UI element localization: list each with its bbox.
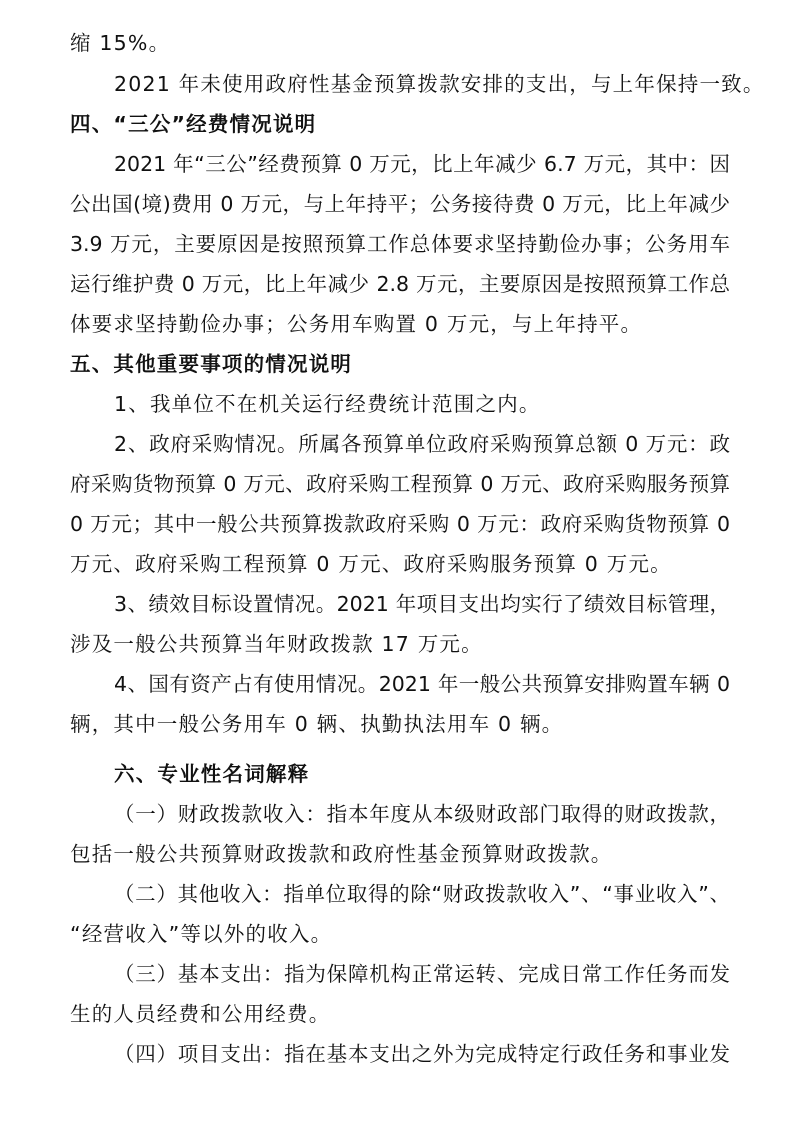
text-line: 辆，其中一般公务用车 0 辆、执勤执法用车 0 辆。 xyxy=(70,712,564,736)
text-line: 4、国有资产占有使用情况。2021 年一般公共预算安排购置车辆 0 xyxy=(114,672,730,696)
text-line: “经营收入”等以外的收入。 xyxy=(70,922,333,946)
section-heading-6: 六、专业性名词解释 xyxy=(114,762,310,786)
text-line: 府采购货物预算 0 万元、政府采购工程预算 0 万元、政府采购服务预算 xyxy=(70,472,730,496)
text-line: 包括一般公共预算财政拨款和政府性基金预算财政拨款。 xyxy=(70,842,613,866)
text-line: 体要求坚持勤俭办事；公务用车购置 0 万元，与上年持平。 xyxy=(70,312,643,336)
text-line: 万元、政府采购工程预算 0 万元、政府采购服务预算 0 万元。 xyxy=(70,552,672,576)
text-line: 2021 年未使用政府性基金预算拨款安排的支出，与上年保持一致。 xyxy=(114,72,765,96)
text-line: 公出国(境)费用 0 万元，与上年持平；公务接待费 0 万元，比上年减少 xyxy=(70,192,730,216)
text-line: 2021 年“三公”经费预算 0 万元，比上年减少 6.7 万元，其中：因 xyxy=(114,152,730,176)
text-line: 缩 15%。 xyxy=(70,31,171,55)
text-line: （三）基本支出：指为保障机构正常运转、完成日常工作任务而发 xyxy=(114,962,730,986)
text-line: 运行维护费 0 万元，比上年减少 2.8 万元，主要原因是按照预算工作总 xyxy=(70,272,730,296)
text-line: 0 万元；其中一般公共预算拨款政府采购 0 万元：政府采购货物预算 0 xyxy=(70,512,730,536)
text-line: （二）其他收入：指单位取得的除“财政拨款收入”、“事业收入”、 xyxy=(114,882,730,906)
text-line: 生的人员经费和公用经费。 xyxy=(70,1002,331,1026)
text-line: 2、政府采购情况。所属各预算单位政府采购预算总额 0 万元：政 xyxy=(114,432,730,456)
section-heading-4: 四、“三公”经费情况说明 xyxy=(70,112,317,136)
text-line: 3.9 万元，主要原因是按照预算工作总体要求坚持勤俭办事；公务用车 xyxy=(70,232,730,256)
section-heading-5: 五、其他重要事项的情况说明 xyxy=(70,352,353,376)
text-line: 1、我单位不在机关运行经费统计范围之内。 xyxy=(114,392,541,416)
text-line: 3、绩效目标设置情况。2021 年项目支出均实行了绩效目标管理， xyxy=(114,592,730,616)
text-line: 涉及一般公共预算当年财政拨款 17 万元。 xyxy=(70,632,483,656)
text-line: （一）财政拨款收入：指本年度从本级财政部门取得的财政拨款， xyxy=(114,802,730,826)
text-line: （四）项目支出：指在基本支出之外为完成特定行政任务和事业发 xyxy=(114,1042,730,1066)
